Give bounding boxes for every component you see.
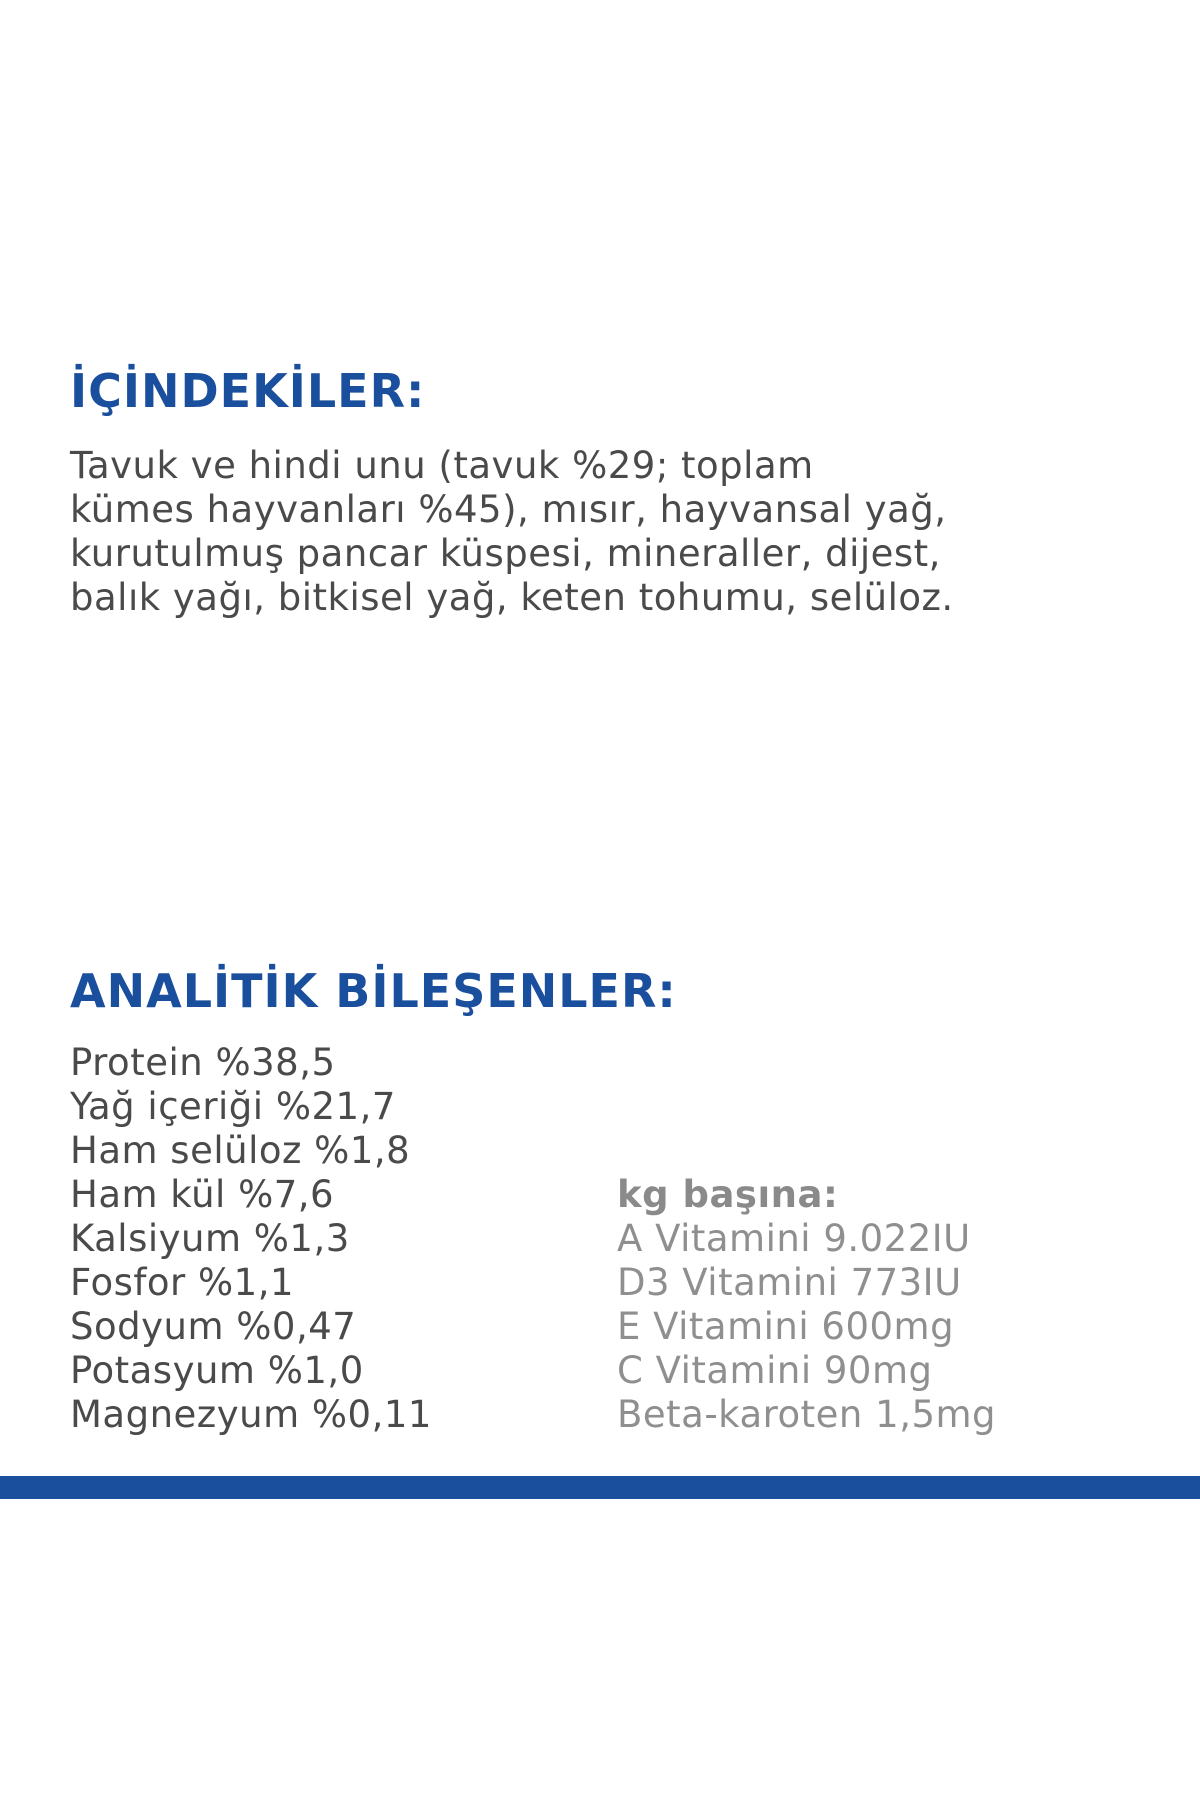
ingredients-heading: İÇİNDEKİLER: [70,364,426,418]
analytic-item-magnesium: Magnezyum %0,11 [70,1393,432,1436]
vitamin-item-c: C Vitamini 90mg [617,1349,933,1392]
analytic-heading: ANALİTİK BİLEŞENLER: [70,964,677,1018]
analytic-item-fiber: Ham selüloz %1,8 [70,1129,411,1172]
analytic-list [70,1041,432,1437]
analytic-item-potassium: Potasyum %1,0 [70,1349,364,1392]
vitamin-title: kg başına: [617,1173,839,1216]
vitamin-item-a: A Vitamini 9.022IU [617,1217,971,1260]
analytic-item-calcium: Kalsiyum %1,3 [70,1217,350,1260]
analytic-item-phosphorus: Fosfor %1,1 [70,1261,295,1304]
vitamin-block [617,1173,996,1437]
analytic-item-ash: Ham kül %7,6 [70,1173,335,1216]
vitamin-list [617,1217,996,1437]
analytic-item-fat: Yağ içeriği %21,7 [70,1085,396,1128]
ingredients-text: Tavuk ve hindi unu (tavuk %29; toplam kümes hayvanları %45), mısır, hayvansal yağ, kurutulmuş pancar küspesi, mineraller, dijest, balık yağı, bitkisel yağ, keten tohumu, selüloz. [70,444,954,619]
analytic-item-sodium: Sodyum %0,47 [70,1305,357,1348]
vitamin-item-beta-carotene: Beta-karoten 1,5mg [617,1393,997,1436]
blue-divider-band [0,1476,1200,1499]
analytic-item-protein: Protein %38,5 [70,1041,336,1084]
vitamin-item-d3: D3 Vitamini 773IU [617,1261,962,1304]
vitamin-item-e: E Vitamini 600mg [617,1305,955,1348]
